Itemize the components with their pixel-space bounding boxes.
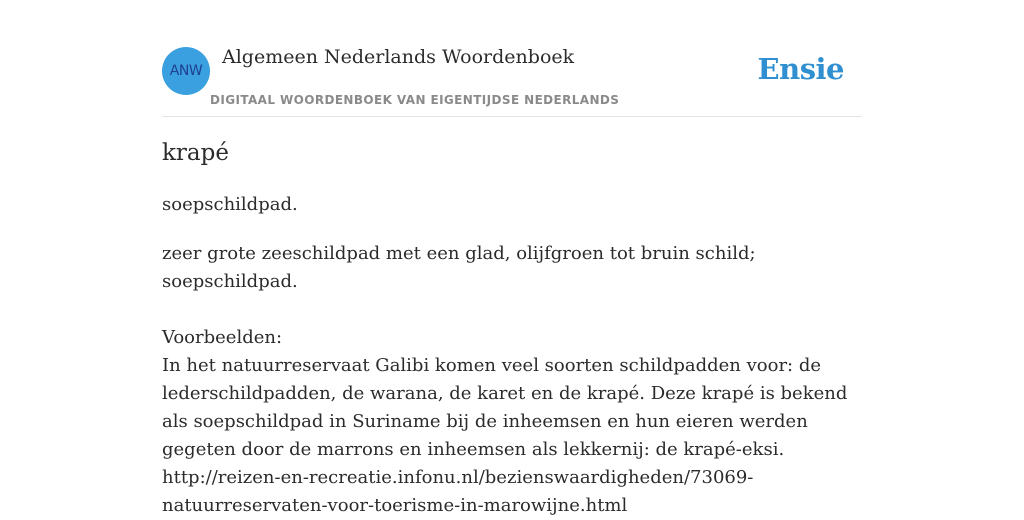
source-url-line-2: natuurreservaten-voor-toerisme-in-marowijne.html: [162, 495, 628, 516]
site-title[interactable]: Algemeen Nederlands Woordenboek: [222, 46, 575, 68]
site-subtitle: DIGITAAL WOORDENBOEK VAN EIGENTIJDSE NEDERLANDS: [210, 93, 620, 107]
definition-text: zeer grote zeeschildpad met een glad, olijfgroen tot bruin schild; soepschildpad.: [162, 243, 756, 292]
examples-label: Voorbeelden:: [162, 327, 283, 348]
short-definition: soepschildpad.: [162, 194, 298, 215]
source-url-line-1: http://reizen-en-recreatie.infonu.nl/bezienswaardigheden/73069-: [162, 467, 754, 488]
site-header: [162, 0, 862, 117]
example-text: In het natuurreservaat Galibi komen veel soorten schildpadden voor: de lederschildpadden, de warana, de karet en de krapé. Deze krapé is bekend als soepschildpad in Suriname bij de inheemsen en hun eieren werden gegeten door de marrons en inheemsen als lekkernij: de krapé-eksi.: [162, 355, 848, 460]
logo-text: ANW: [169, 63, 203, 79]
ensie-brand-logo[interactable]: Ensie: [757, 52, 844, 86]
entry-body: [162, 240, 862, 520]
page-title: krapé: [162, 140, 229, 166]
spacer: [162, 296, 862, 324]
anw-logo[interactable]: [162, 47, 210, 95]
entry-card: [162, 0, 862, 516]
